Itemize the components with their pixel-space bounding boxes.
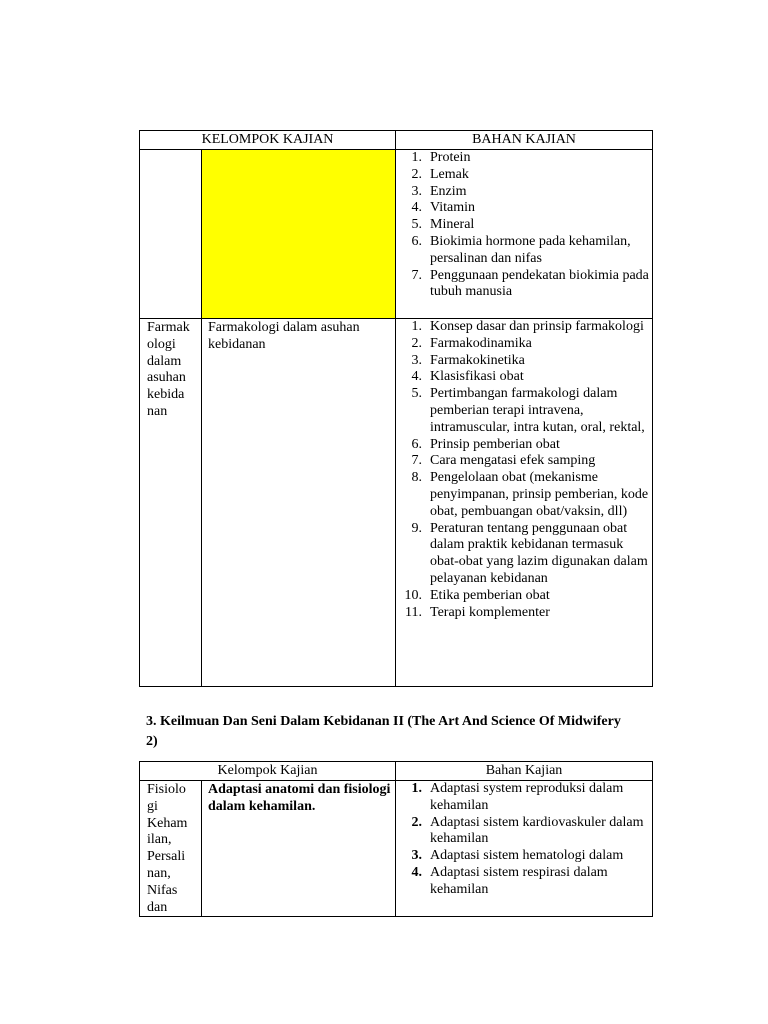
study-table-2 bbox=[139, 761, 653, 917]
kajian-topic-cell: Adaptasi anatomi dan fisiologi dalam kehamilan. bbox=[202, 781, 396, 917]
list-item-number: 2. bbox=[411, 814, 423, 830]
list-item bbox=[396, 234, 652, 268]
bahan-list bbox=[396, 781, 652, 899]
list-item-text: Biokimia hormone pada kehamilan, persalinan dan nifas bbox=[430, 233, 631, 266]
bahan-list-cell bbox=[396, 319, 653, 687]
list-item bbox=[396, 386, 652, 436]
list-item bbox=[396, 150, 652, 167]
list-item-text: Prinsip pemberian obat bbox=[430, 436, 560, 452]
table-header-row bbox=[140, 762, 653, 781]
list-item-text: Adaptasi sistem respirasi dalam kehamilan bbox=[430, 864, 608, 897]
list-item bbox=[396, 781, 652, 815]
list-item-text: Adaptasi sistem hematologi dalam bbox=[430, 848, 624, 864]
list-item bbox=[396, 336, 652, 353]
list-item bbox=[396, 815, 652, 849]
list-item-number: 4. bbox=[411, 369, 422, 385]
list-item-number: 2. bbox=[411, 166, 422, 182]
list-item-text: Vitamin bbox=[430, 200, 476, 216]
list-item bbox=[396, 865, 652, 899]
list-item-text: Protein bbox=[430, 150, 471, 165]
list-item-text: Klasisfikasi obat bbox=[430, 369, 524, 385]
list-item bbox=[396, 200, 652, 217]
study-table-1 bbox=[139, 130, 653, 687]
list-item-text: Etika pemberian obat bbox=[430, 587, 550, 603]
list-item-text: Mineral bbox=[430, 217, 475, 233]
list-item bbox=[396, 453, 652, 470]
list-item-text: Farmakokinetika bbox=[430, 352, 525, 368]
list-item-number: 9. bbox=[411, 520, 422, 536]
list-item-text: Terapi komplementer bbox=[430, 604, 550, 620]
bahan-list bbox=[396, 150, 652, 301]
list-item bbox=[396, 184, 652, 201]
table-row bbox=[140, 319, 653, 687]
list-item-text: Penggunaan pendekatan biokimia pada tubuh manusia bbox=[430, 267, 649, 300]
list-item-number: 1. bbox=[411, 150, 422, 165]
list-item bbox=[396, 217, 652, 234]
list-item bbox=[396, 437, 652, 454]
list-item bbox=[396, 353, 652, 370]
empty-cell bbox=[140, 150, 202, 319]
list-item-number: 5. bbox=[411, 217, 422, 233]
kelompok-cell: Fisiolo gi Keham ilan, Persali nan, Nifas dan bbox=[140, 781, 202, 917]
list-item-text: Adaptasi sistem kardiovaskuler dalam kehamilan bbox=[430, 814, 644, 847]
list-item-number: 6. bbox=[411, 436, 422, 452]
list-item-number: 7. bbox=[411, 453, 422, 469]
list-item-number: 2. bbox=[411, 335, 422, 351]
list-item-text: Enzim bbox=[430, 183, 467, 199]
list-item-text: Lemak bbox=[430, 166, 469, 182]
list-item bbox=[396, 848, 652, 865]
list-item bbox=[396, 319, 652, 336]
list-item bbox=[396, 268, 652, 302]
list-item-number: 3. bbox=[411, 848, 423, 864]
list-item bbox=[396, 605, 652, 622]
kelompok-cell: Farmak ologi dalam asuhan kebida nan bbox=[140, 319, 202, 687]
list-item-number: 7. bbox=[411, 267, 422, 283]
highlighted-cell bbox=[202, 150, 396, 319]
list-item-text: Pertimbangan farmakologi dalam pemberian terapi intravena, intramuscular, intra kutan, oral, rektal, bbox=[430, 386, 645, 435]
bahan-list-cell bbox=[396, 781, 653, 917]
list-item-text: Adaptasi system reproduksi dalam kehamilan bbox=[430, 781, 624, 813]
bahan-list-cell bbox=[396, 150, 653, 319]
header-bahan-kajian: Bahan Kajian bbox=[396, 762, 653, 781]
list-item-number: 5. bbox=[411, 386, 422, 402]
list-item-text: Pengelolaan obat (mekanisme penyimpanan, prinsip pemberian, kode obat, pembuangan obat/vaksin, dll) bbox=[430, 470, 649, 519]
kajian-topic-cell: Farmakologi dalam asuhan kebidanan bbox=[202, 319, 396, 687]
list-item-number: 1. bbox=[411, 319, 422, 334]
table-row bbox=[140, 150, 653, 319]
list-item-number: 4. bbox=[411, 864, 423, 880]
table-header-row bbox=[140, 131, 653, 150]
header-kelompok-kajian: KELOMPOK KAJIAN bbox=[140, 131, 396, 150]
list-item-text: Cara mengatasi efek samping bbox=[430, 453, 596, 469]
list-item bbox=[396, 470, 652, 520]
list-item bbox=[396, 521, 652, 588]
list-item-number: 10. bbox=[404, 587, 422, 603]
header-kelompok-kajian: Kelompok Kajian bbox=[140, 762, 396, 781]
list-item-text: Konsep dasar dan prinsip farmakologi bbox=[430, 319, 644, 334]
bahan-list bbox=[396, 319, 652, 621]
list-item bbox=[396, 369, 652, 386]
list-item-number: 8. bbox=[411, 470, 422, 486]
list-item bbox=[396, 167, 652, 184]
list-item-text: Peraturan tentang penggunaan obat dalam praktik kebidanan termasuk obat-obat yang lazim digunakan dalam pelayanan kebidanan bbox=[430, 520, 648, 586]
list-item-number: 4. bbox=[411, 200, 422, 216]
list-item bbox=[396, 588, 652, 605]
list-item-number: 3. bbox=[411, 183, 422, 199]
list-item-number: 6. bbox=[411, 233, 422, 249]
list-item-number: 3. bbox=[411, 352, 422, 368]
table-row bbox=[140, 781, 653, 917]
list-item-number: 1. bbox=[411, 781, 423, 796]
list-item-number: 11. bbox=[405, 604, 422, 620]
header-bahan-kajian: BAHAN KAJIAN bbox=[396, 131, 653, 150]
section-title: 3. Keilmuan Dan Seni Dalam Kebidanan II (The Art And Science Of Midwifery 2) bbox=[146, 714, 621, 749]
list-item-text: Farmakodinamika bbox=[430, 335, 532, 351]
